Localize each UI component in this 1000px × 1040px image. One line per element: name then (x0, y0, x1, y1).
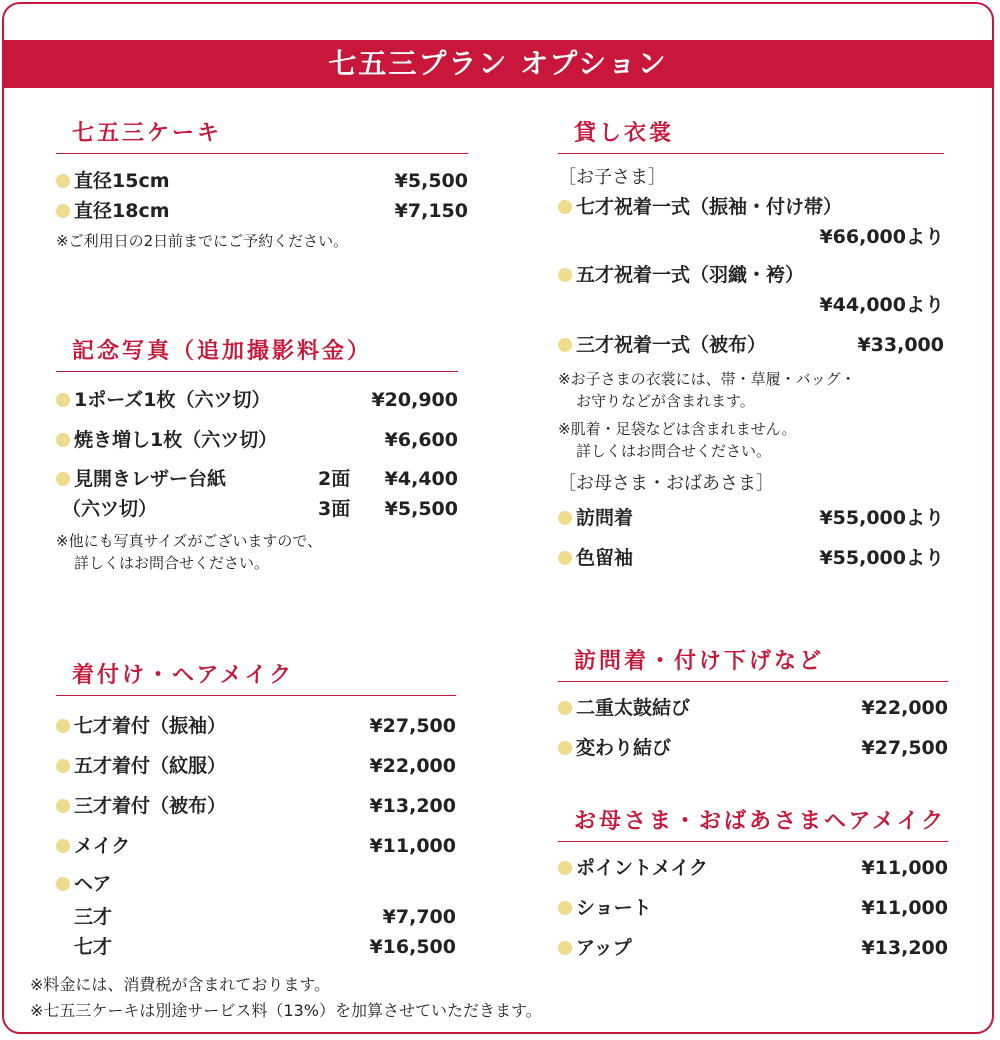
footer-note: ※料金には、消費税が含まれております。 (30, 975, 331, 994)
list-item: ヘア (56, 866, 456, 902)
price: ¥7,150 (394, 200, 468, 222)
note: ※お子さまの衣裳には、帯・草履・バッグ・ (558, 370, 856, 388)
bullet-icon (56, 839, 70, 853)
bullet-icon (558, 741, 572, 755)
kitsuke-title: 着付け・ヘアメイク (56, 658, 456, 696)
houmongi-section (558, 644, 948, 768)
list-item: 七才 ¥16,500 (56, 932, 456, 962)
bullet-icon (56, 877, 70, 891)
quantity: 3面 (318, 498, 351, 520)
bullet-icon (558, 861, 572, 875)
bullet-icon (558, 701, 572, 715)
price: ¥5,500 (394, 170, 468, 192)
list-item: 1ポーズ1枚（六ツ切） ¥20,900 (56, 380, 458, 420)
list-item: ポイントメイク ¥11,000 (558, 848, 948, 888)
bullet-icon (558, 901, 572, 915)
list-item: 色留袖 ¥55,000より (558, 538, 944, 578)
bullet-icon (56, 472, 70, 486)
mother-hair-section (558, 804, 948, 968)
note: お守りなどが含まれます。 (576, 392, 755, 410)
price: ¥66,000より (819, 226, 944, 248)
price: ¥11,000 (861, 857, 948, 879)
bullet-icon (558, 511, 572, 525)
list-item: （六ツ切） 3面 ¥5,500 (56, 494, 458, 524)
list-item: 三才 ¥7,700 (56, 902, 456, 932)
list-item: 二重太鼓結び ¥22,000 (558, 688, 948, 728)
page-title: 七五三プラン オプション (4, 40, 992, 88)
cake-section (56, 116, 468, 252)
rental-title: 貸し衣裳 (558, 116, 944, 154)
list-item: 変わり結び ¥27,500 (558, 728, 948, 768)
price: ¥44,000より (819, 294, 944, 316)
bullet-icon (56, 204, 70, 218)
rental-section (558, 116, 944, 578)
price: ¥20,900 (371, 389, 458, 411)
price: ¥27,500 (369, 715, 456, 737)
price: ¥27,500 (861, 737, 948, 759)
list-item: 訪問着 ¥55,000より (558, 498, 944, 538)
price: ¥11,000 (861, 897, 948, 919)
price: ¥6,600 (384, 429, 458, 451)
list-item: メイク ¥11,000 (56, 826, 456, 866)
bullet-icon (558, 941, 572, 955)
bullet-icon (56, 393, 70, 407)
bullet-icon (56, 759, 70, 773)
bullet-icon (558, 551, 572, 565)
bullet-icon (56, 174, 70, 188)
list-item: 焼き増し1枚（六ツ切） ¥6,600 (56, 420, 458, 460)
price: ¥4,400 (384, 468, 458, 490)
list-item: 三才祝着一式（被布） ¥33,000 (558, 330, 944, 360)
list-item: 見開きレザー台紙 2面 ¥4,400 (56, 464, 458, 494)
list-item: ショート ¥11,000 (558, 888, 948, 928)
bullet-icon (56, 799, 70, 813)
list-item: 五才着付（紋服） ¥22,000 (56, 746, 456, 786)
bullet-icon (558, 200, 572, 214)
photo-section (56, 334, 458, 574)
cake-title: 七五三ケーキ (56, 116, 468, 154)
list-item: 直径15cm ¥5,500 (56, 166, 468, 196)
note: 詳しくはお問合せください。 (576, 442, 772, 460)
photo-title: 記念写真（追加撮影料金） (56, 334, 458, 372)
price-sheet (2, 2, 994, 1034)
list-item: 七才祝着一式（振袖・付け帯） (558, 192, 944, 222)
price: ¥16,500 (369, 936, 456, 958)
note: 詳しくはお問合せください。 (74, 554, 270, 572)
footer-notes (30, 972, 542, 1024)
kitsuke-section (56, 658, 456, 962)
list-item: 三才着付（被布） ¥13,200 (56, 786, 456, 826)
child-heading: ［お子さま］ (558, 167, 666, 188)
price: ¥55,000より (819, 547, 944, 569)
price: ¥33,000 (857, 334, 944, 356)
footer-note: ※七五三ケーキは別途サービス料（13%）を加算させていただきます。 (30, 1001, 542, 1020)
houmongi-title: 訪問着・付け下げなど (558, 644, 948, 682)
price: ¥13,200 (369, 795, 456, 817)
price: ¥22,000 (861, 697, 948, 719)
list-item: 七才着付（振袖） ¥27,500 (56, 706, 456, 746)
quantity: 2面 (318, 468, 351, 490)
price: ¥5,500 (384, 498, 458, 520)
mother-hair-title: お母さま・おばあさまヘアメイク (558, 804, 948, 842)
bullet-icon (56, 719, 70, 733)
price: ¥13,200 (861, 937, 948, 959)
note: ※ご利用日の2日前までにご予約ください。 (56, 232, 349, 250)
bullet-icon (56, 433, 70, 447)
bullet-icon (558, 338, 572, 352)
note: ※肌着・足袋などは含まれません。 (558, 420, 797, 438)
price: ¥7,700 (382, 906, 456, 928)
list-item: アップ ¥13,200 (558, 928, 948, 968)
bullet-icon (558, 268, 572, 282)
note: ※他にも写真サイズがございますので、 (56, 532, 323, 550)
price: ¥55,000より (819, 507, 944, 529)
mother-heading: ［お母さま・おばあさま］ (558, 473, 774, 494)
price: ¥22,000 (369, 755, 456, 777)
list-item: 五才祝着一式（羽織・袴） (558, 260, 944, 290)
list-item: 直径18cm ¥7,150 (56, 196, 468, 226)
price: ¥11,000 (369, 835, 456, 857)
